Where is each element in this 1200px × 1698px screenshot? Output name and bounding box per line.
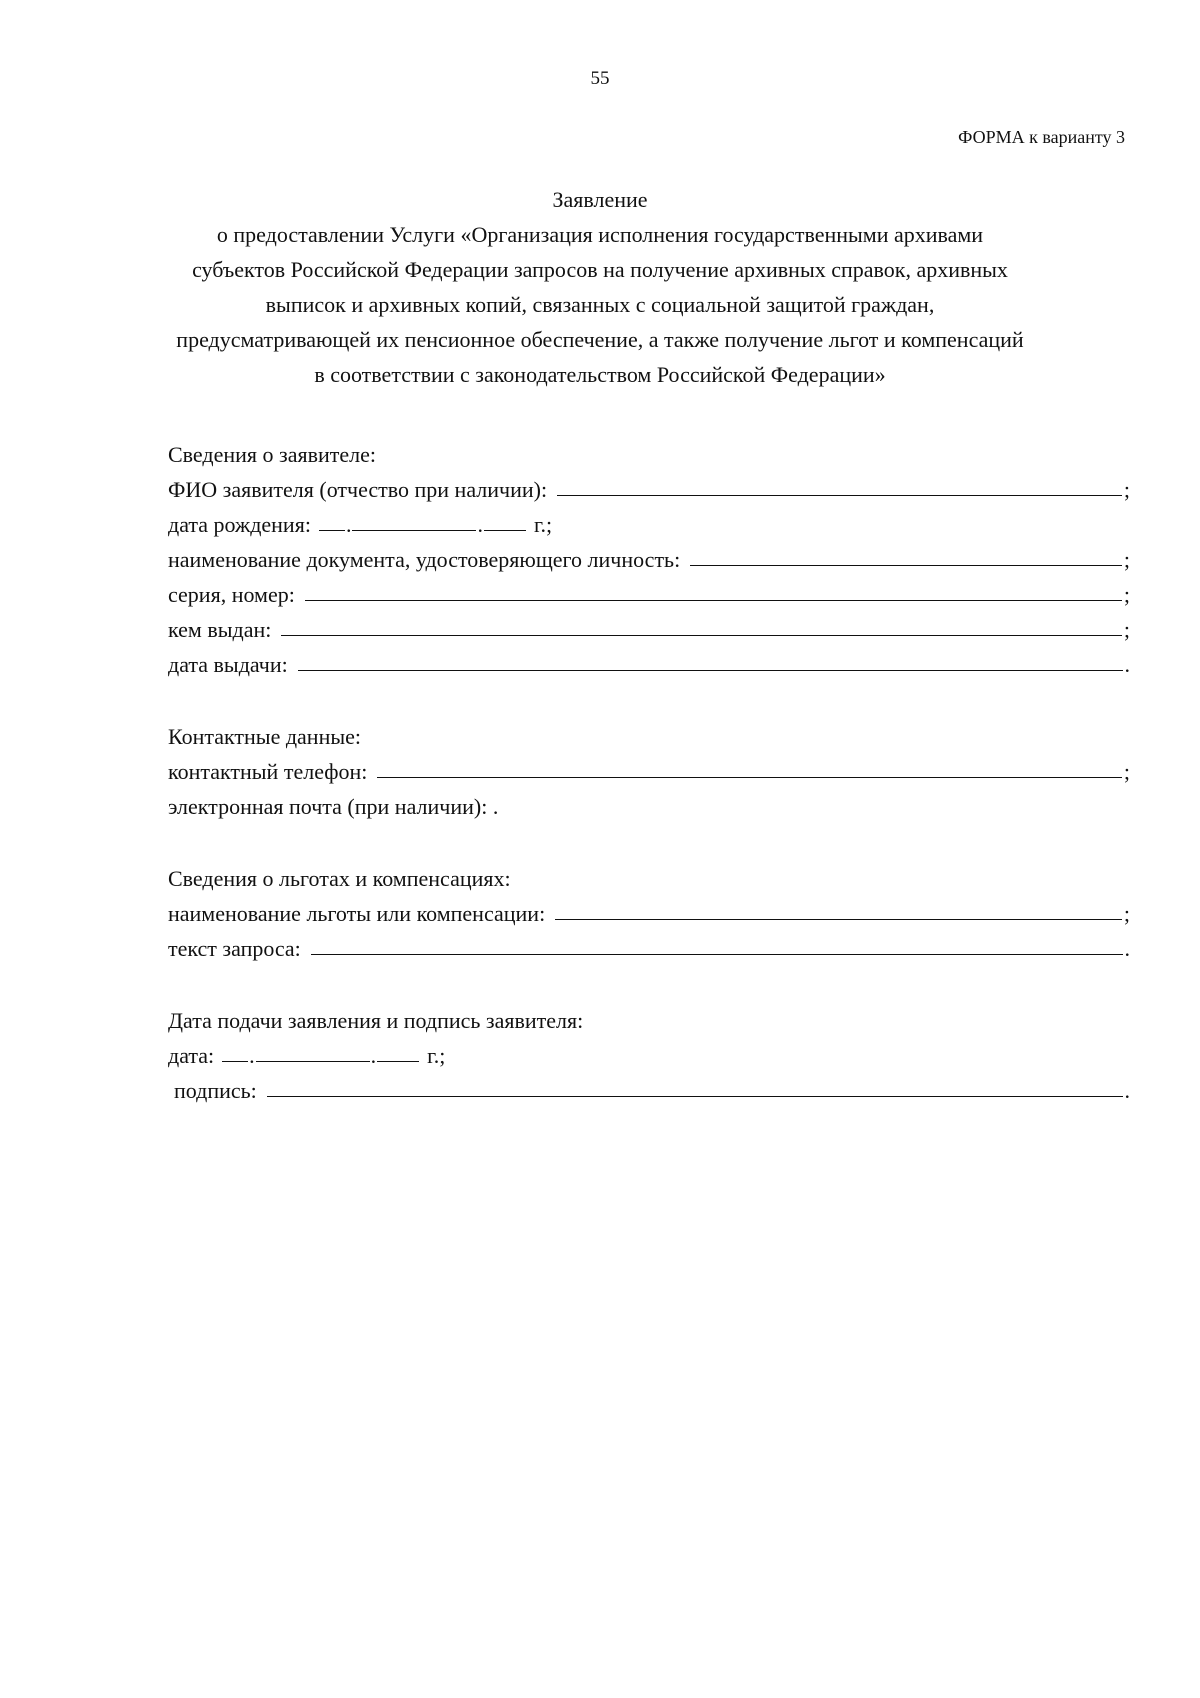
application-form (168, 433, 1130, 1104)
benefit-name-row: наименование льготы или компенсации: ; (168, 901, 1130, 926)
birth-date-label: дата рождения: (168, 512, 311, 537)
row-end-punct: ; (1123, 477, 1130, 502)
identity-doc-row: наименование документа, удостоверяющего личность: ; (168, 547, 1130, 572)
applicant-section-heading: Сведения о заявителе: (168, 442, 377, 467)
subtitle-line: выписок и архивных копий, связанных с социальной защитой граждан, (265, 292, 935, 317)
fio-label: ФИО заявителя (отчество при наличии): (168, 477, 548, 502)
benefits-section-heading: Сведения о льготах и компенсациях: (168, 866, 511, 891)
fio-field[interactable] (557, 495, 1122, 496)
birth-date-row: дата рождения: . . г.; (168, 512, 553, 537)
subtitle-line: предусматривающей их пенсионное обеспечение, а также получение льгот и компенсаций (176, 327, 1024, 352)
issued-by-field[interactable] (281, 635, 1122, 636)
submission-month-field[interactable] (256, 1060, 370, 1062)
request-text-row: текст запроса: . (168, 936, 1130, 961)
issue-date-row: дата выдачи: . (168, 652, 1130, 677)
phone-label: контактный телефон: (168, 759, 368, 784)
series-number-row: серия, номер: ; (168, 582, 1130, 607)
email-label: электронная почта (при наличии): . (168, 794, 499, 819)
form-reference: ФОРМА к варианту 3 (958, 127, 1125, 147)
submission-day-field[interactable] (222, 1060, 248, 1062)
submission-section-heading: Дата подачи заявления и подпись заявителя: (168, 1008, 584, 1033)
birth-month-field[interactable] (352, 529, 476, 531)
series-number-label: серия, номер: (168, 582, 295, 607)
submission-date-row: дата: . . г.; (168, 1043, 446, 1068)
issue-date-field[interactable] (298, 670, 1123, 671)
series-number-field[interactable] (305, 600, 1122, 601)
document-title-block (100, 182, 1100, 392)
year-suffix: г.; (533, 512, 553, 537)
page-number: 55 (590, 68, 610, 89)
request-text-label: текст запроса: (168, 936, 301, 961)
issued-by-row: кем выдан: ; (168, 617, 1130, 642)
signature-label: подпись: (174, 1078, 257, 1103)
phone-row: контактный телефон: ; (168, 759, 1130, 784)
benefit-name-field[interactable] (555, 919, 1122, 920)
signature-row: подпись: . (174, 1078, 1130, 1103)
phone-field[interactable] (377, 777, 1122, 778)
request-text-field[interactable] (311, 954, 1123, 955)
subtitle-line: субъектов Российской Федерации запросов на получение архивных справок, архивных (192, 257, 1008, 282)
identity-doc-field[interactable] (690, 565, 1122, 566)
submission-year-field[interactable] (377, 1060, 419, 1062)
benefit-name-label: наименование льготы или компенсации: (168, 901, 546, 926)
birth-day-field[interactable] (319, 529, 345, 531)
issue-date-label: дата выдачи: (168, 652, 288, 677)
email-row (168, 785, 1130, 820)
issued-by-label: кем выдан: (168, 617, 272, 642)
year-suffix: г.; (427, 1043, 446, 1068)
identity-doc-label: наименование документа, удостоверяющего личность: (168, 547, 681, 572)
subtitle-line: о предоставлении Услуги «Организация исполнения государственными архивами (216, 222, 984, 247)
fio-row (168, 468, 1130, 503)
document-title: Заявление (552, 187, 648, 212)
subtitle-line: в соответствии с законодательством Российской Федерации» (314, 362, 886, 387)
contacts-section-heading: Контактные данные: (168, 724, 361, 749)
birth-year-field[interactable] (484, 529, 526, 531)
submission-date-label: дата: (168, 1043, 215, 1068)
signature-field[interactable] (267, 1096, 1123, 1097)
